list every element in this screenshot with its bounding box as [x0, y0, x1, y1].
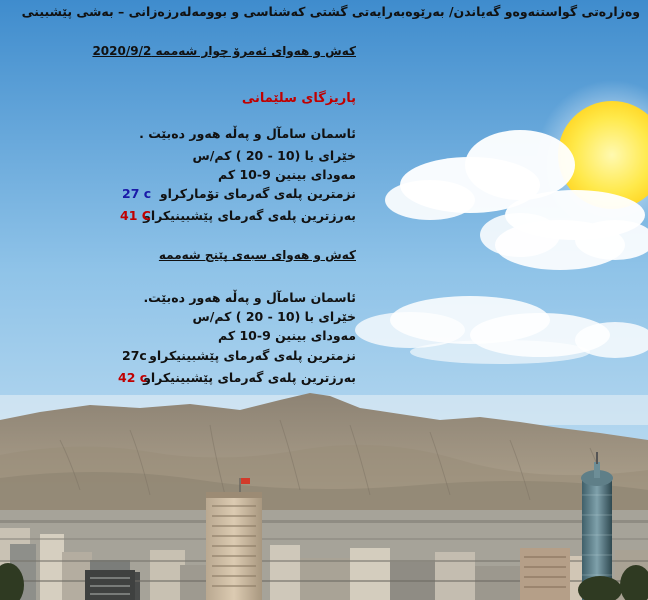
tomorrow-max-label: بەرزترین پلەی گەرمای پێشبینیکراو	[143, 370, 356, 385]
today-wind: خێرای با (10 - 20 ) کم/س	[192, 148, 356, 163]
tomorrow-heading: کەش و هەوای سبەی پێنج شەممە	[158, 248, 356, 262]
today-visibility: مەودای بینین 9-10 کم	[218, 167, 356, 182]
station-name: پاریزگای سلێمانی	[241, 91, 356, 106]
today-sky: ئاسمان سامآل و پەڵە هەور دەبێت .	[139, 126, 356, 141]
tomorrow-max-value: 42 c	[118, 370, 148, 385]
today-heading: کەش و هەوای ئەمرۆ چوار شەممە 2020/9/2	[92, 44, 356, 58]
tomorrow-wind: خێرای با (10 - 20 ) کم/س	[192, 309, 356, 324]
today-max-label: بەرزترین پلەی گەرمای پێشبینیکراو	[143, 208, 356, 223]
today-max-value: 41 C	[120, 208, 151, 223]
tall-tower	[206, 478, 262, 600]
tomorrow-sky: ئاسمان سامآل و پەڵە هەور دەبێت.	[143, 290, 356, 305]
tomorrow-visibility: مەودای بینین 9-10 کم	[218, 328, 356, 343]
today-min-label: نزمترین پلەی گەرمای تۆمارکراو	[159, 186, 356, 201]
tomorrow-min-value: 27c	[122, 348, 147, 363]
header-title: وەزارەتی گواستنەوەو گەیاندن/ بەرێوەبەرایەتی گشتی کەشناسی و بوومەلەرزەزانی – بەشی پێشبینی	[21, 4, 640, 19]
tomorrow-min-label: نزمترین پلەی گەرمای پێشبینیکراو	[149, 348, 356, 363]
today-min-value: 27 c	[122, 186, 152, 201]
